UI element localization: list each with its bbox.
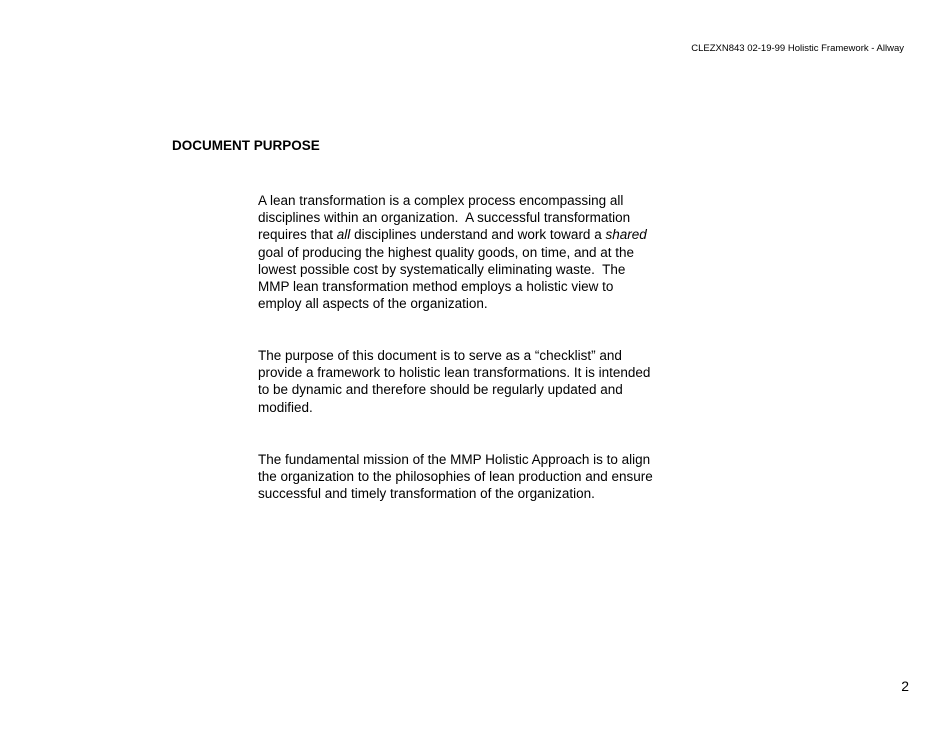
purpose-paragraph-1	[258, 192, 698, 312]
purpose-paragraph-3	[258, 451, 698, 503]
line-text: lowest possible cost by systematically eliminating waste. The	[258, 261, 626, 277]
paragraph-line	[258, 226, 698, 243]
page-header-reference: CLEZXN843 02-19-99 Holistic Framework - Allway	[691, 43, 904, 54]
line-text: The fundamental mission of the MMP Holistic Approach is to align	[258, 452, 651, 467]
paragraph-line	[258, 192, 698, 209]
emphasis-text: all	[336, 227, 351, 243]
emphasis-text: shared	[605, 227, 647, 243]
paragraph-line	[258, 399, 698, 416]
page-number: 2	[901, 678, 909, 694]
line-text: successful and timely transformation of the organization.	[258, 486, 595, 502]
paragraph-line	[258, 468, 698, 485]
line-text: MMP lean transformation method employs a holistic view to	[258, 279, 614, 295]
paragraph-line	[258, 278, 698, 295]
paragraph-line	[258, 261, 698, 278]
line-text: provide a framework to holistic lean transformations. It is intended	[258, 365, 651, 381]
line-text: goal of producing the highest quality goods, on time, and at the	[258, 244, 635, 260]
paragraph-line	[258, 244, 698, 261]
paragraph-line	[258, 381, 698, 398]
line-text: to be dynamic and therefore should be regularly updated and	[258, 382, 623, 398]
section-heading: DOCUMENT PURPOSE	[172, 138, 320, 153]
line-text: requires that	[258, 227, 337, 243]
line-text: A lean transformation is a complex process encompassing all	[258, 193, 624, 208]
paragraph-line	[258, 295, 698, 312]
paragraph-line	[258, 209, 698, 226]
line-text: disciplines within an organization. A successful transformation	[258, 210, 631, 226]
paragraph-line	[258, 364, 698, 381]
line-text: The purpose of this document is to serve as a “checklist” and	[258, 348, 622, 363]
line-text: employ all aspects of the organization.	[258, 296, 488, 312]
purpose-paragraph-2	[258, 347, 698, 416]
paragraph-line	[258, 451, 698, 468]
paragraph-line	[258, 347, 698, 364]
line-text: modified.	[258, 399, 313, 415]
line-text: the organization to the philosophies of lean production and ensure	[258, 469, 653, 485]
line-text: disciplines understand and work toward a	[350, 227, 606, 243]
paragraph-line	[258, 485, 698, 502]
